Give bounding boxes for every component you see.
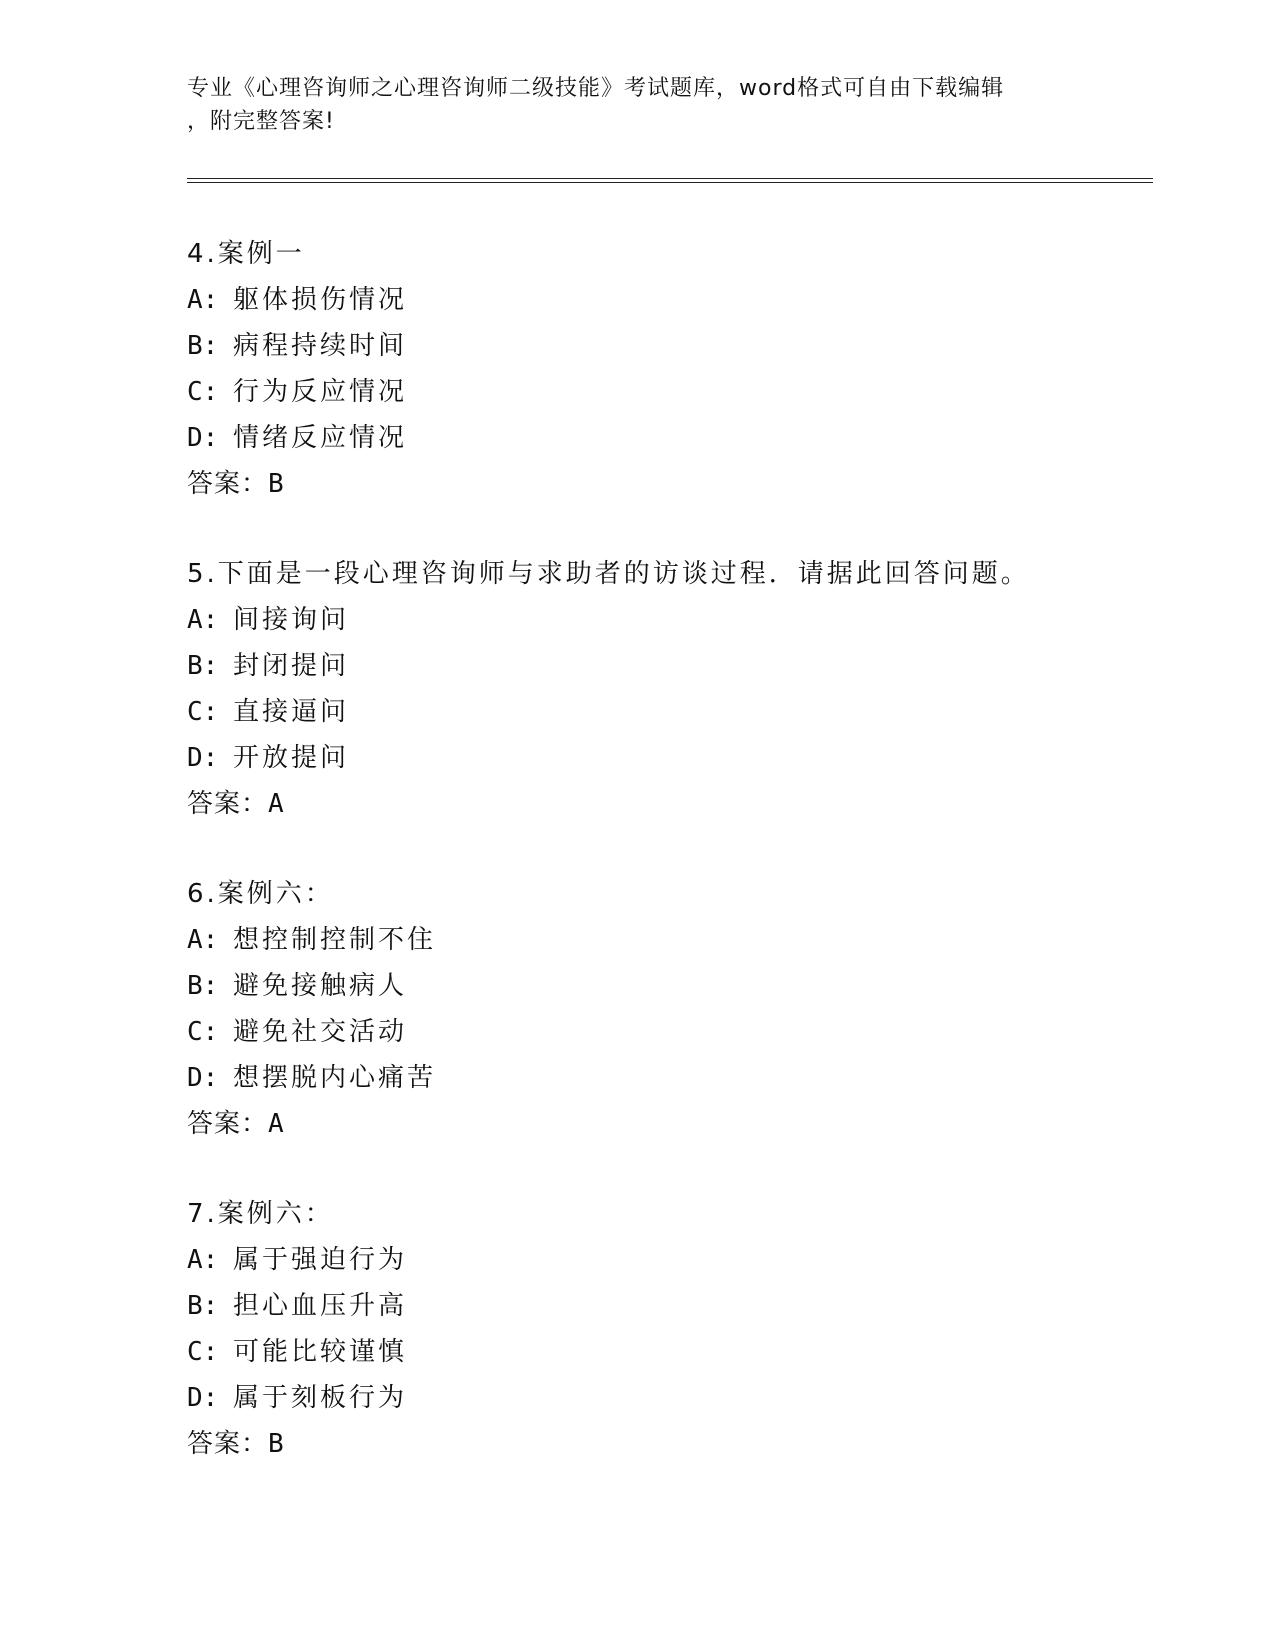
option-letter: D: [187,423,219,453]
option-b [187,1283,1187,1329]
option-a [187,277,1187,323]
option-letter: A: [187,1245,219,1275]
question-7 [187,1191,1187,1467]
option-letter: A: [187,285,219,315]
option-c [187,1329,1187,1375]
answer-line [187,781,1187,827]
answer-value: B [268,1429,284,1459]
option-text: 行为反应情况 [233,377,408,407]
option-letter: B: [187,331,219,361]
option-text: 躯体损伤情况 [233,285,408,315]
option-a [187,917,1187,963]
option-b [187,643,1187,689]
option-text: 病程持续时间 [233,331,408,361]
option-letter: A: [187,605,219,635]
answer-label: 答案： [187,789,269,819]
option-text: 避免社交活动 [233,1017,408,1047]
option-c [187,369,1187,415]
option-text: 可能比较谨慎 [233,1337,408,1367]
option-text: 属于强迫行为 [233,1245,408,1275]
option-d [187,1375,1187,1421]
option-text: 直接逼问 [233,697,350,727]
option-letter: D: [187,743,219,773]
option-text: 封闭提问 [233,651,350,681]
answer-line [187,1421,1187,1467]
option-letter: C: [187,377,219,407]
document-header [187,72,1087,138]
option-letter: C: [187,1017,219,1047]
option-text: 想控制控制不住 [233,925,437,955]
option-text: 开放提问 [233,743,350,773]
option-text: 想摆脱内心痛苦 [233,1063,437,1093]
option-letter: C: [187,1337,219,1367]
answer-line [187,1101,1187,1147]
option-b [187,963,1187,1009]
question-4 [187,231,1187,507]
answer-value: B [268,469,284,499]
header-divider-bottom [187,182,1153,183]
question-title: 4.案例一 [187,239,305,269]
header-line-1: 专业《心理咨询师之心理咨询师二级技能》考试题库，word格式可自由下载编辑 [187,76,1005,101]
option-text: 担心血压升高 [233,1291,408,1321]
option-letter: D: [187,1063,219,1093]
header-line-2: ，附完整答案! [187,109,335,134]
header-divider-top [187,178,1153,179]
option-a [187,597,1187,643]
option-text: 情绪反应情况 [233,423,408,453]
option-c [187,1009,1187,1055]
option-c [187,689,1187,735]
option-letter: C: [187,697,219,727]
question-title: 6.案例六： [187,879,334,909]
option-text: 属于刻板行为 [233,1383,408,1413]
answer-label: 答案： [187,1109,269,1139]
option-d [187,1055,1187,1101]
option-letter: B: [187,1291,219,1321]
answer-label: 答案： [187,1429,269,1459]
answer-value: A [268,789,284,819]
option-text: 间接询问 [233,605,350,635]
option-d [187,415,1187,461]
option-letter: D: [187,1383,219,1413]
question-6 [187,871,1187,1147]
question-title: 7.案例六： [187,1199,334,1229]
answer-label: 答案： [187,469,269,499]
option-letter: B: [187,971,219,1001]
answer-line [187,461,1187,507]
option-a [187,1237,1187,1283]
option-d [187,735,1187,781]
answer-value: A [268,1109,284,1139]
question-5 [187,551,1187,827]
option-text: 避免接触病人 [233,971,408,1001]
option-letter: A: [187,925,219,955]
option-letter: B: [187,651,219,681]
option-b [187,323,1187,369]
question-title: 5.下面是一段心理咨询师与求助者的访谈过程．请据此回答问题。 [187,559,1030,589]
